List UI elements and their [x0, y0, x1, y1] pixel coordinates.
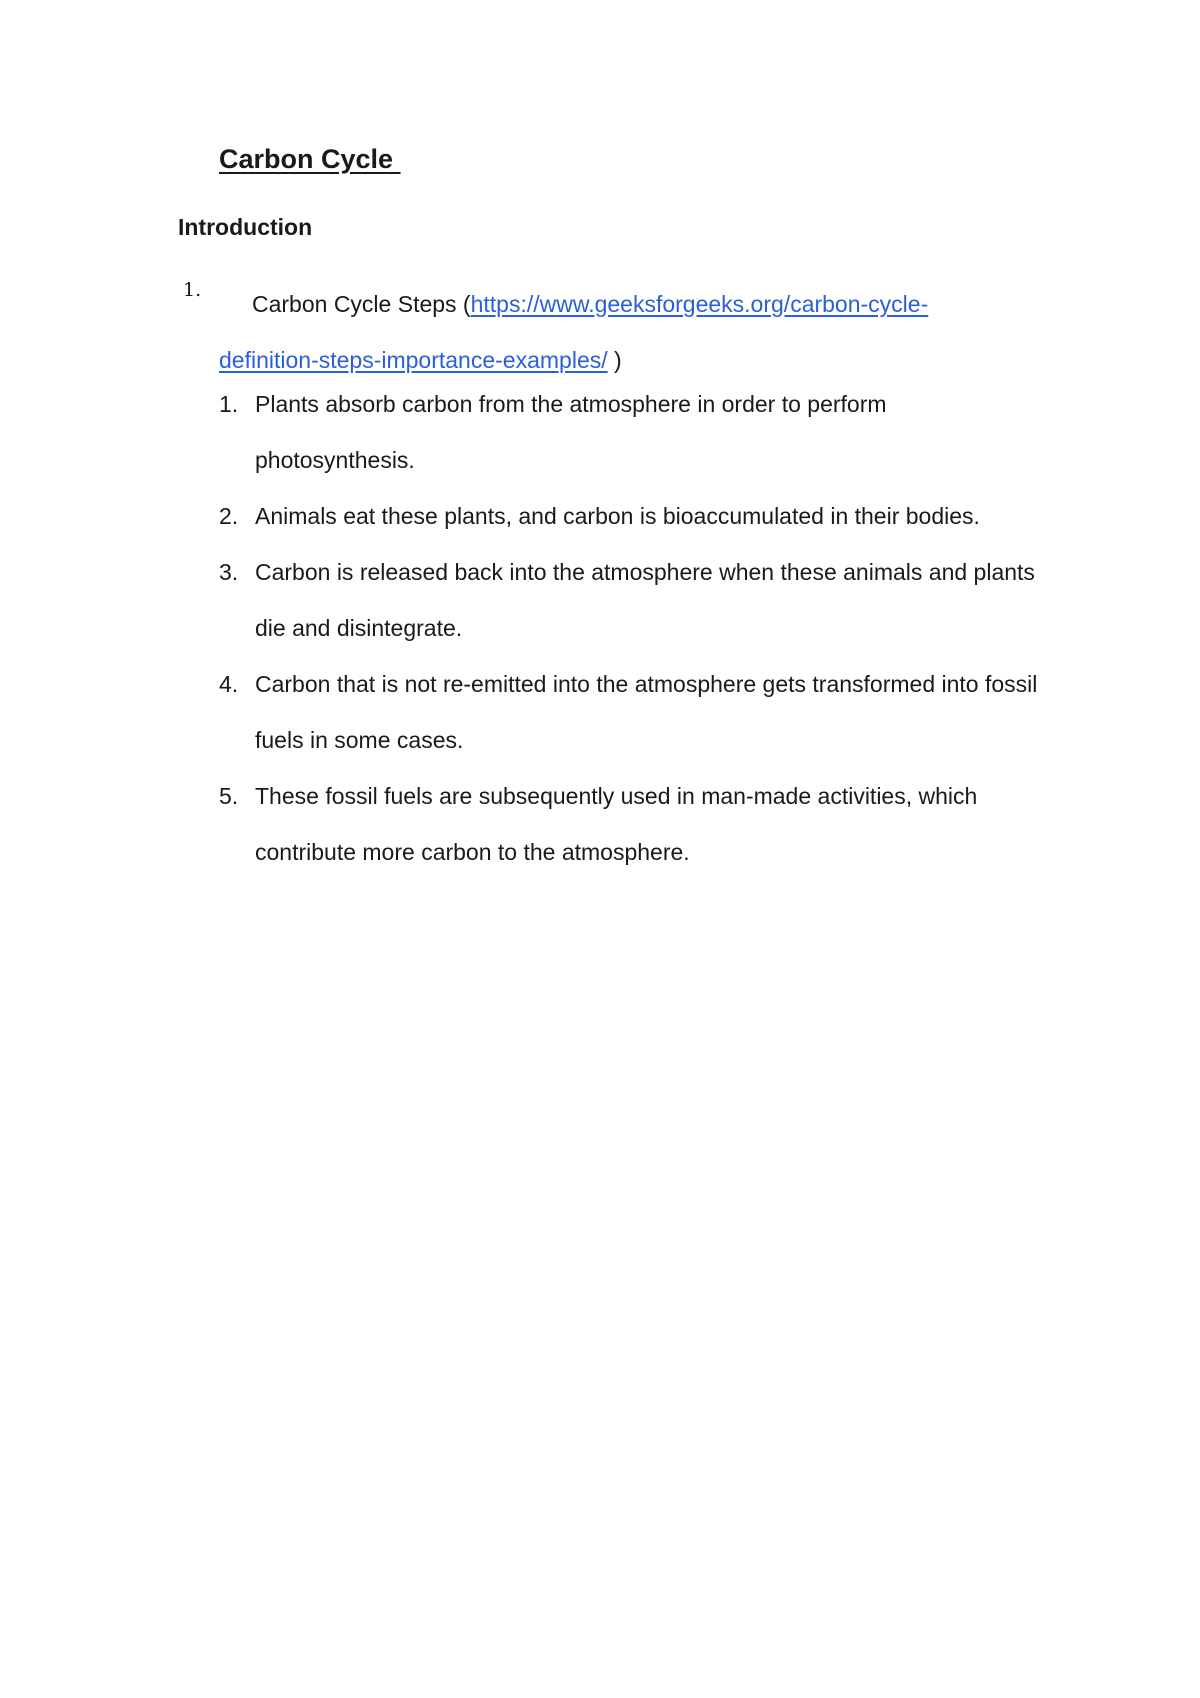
step-number: 2. — [219, 503, 239, 529]
step-text: Plants absorb carbon from the atmosphere in order to perform photosynthesis. — [255, 391, 887, 473]
main-item-label: Carbon Cycle Steps ( — [252, 291, 471, 317]
step-text: Animals eat these plants, and carbon is bioaccumulated in their bodies. — [255, 503, 980, 529]
source-link-part-2[interactable]: definition-steps-importance-examples/ — [219, 347, 608, 373]
step-item — [219, 544, 1049, 656]
step-text: Carbon that is not re-emitted into the atmosphere gets transformed into fossil fuels in some cases. — [255, 671, 1038, 753]
main-item-text — [219, 276, 1012, 388]
source-link-part-1[interactable]: https://www.geeksforgeeks.org/carbon-cycle- — [470, 291, 929, 317]
step-item — [219, 488, 1049, 544]
carbon-cycle-steps-list — [219, 376, 1049, 880]
step-number: 5. — [219, 783, 239, 809]
main-item-closing: ) — [607, 347, 622, 373]
step-number: 4. — [219, 671, 239, 697]
step-number: 1. — [219, 391, 239, 417]
main-item-number: 1. — [183, 279, 202, 301]
step-item — [219, 768, 1049, 880]
step-text: Carbon is released back into the atmosphere when these animals and plants die and disintegrate. — [255, 559, 1035, 641]
step-item — [219, 376, 1049, 488]
document-title: Carbon Cycle — [219, 144, 401, 174]
step-item — [219, 656, 1049, 768]
section-heading-introduction: Introduction — [178, 214, 313, 240]
step-number: 3. — [219, 559, 239, 585]
step-text: These fossil fuels are subsequently used in man-made activities, which contribute more carbon to the atmosphere. — [255, 783, 978, 865]
main-item-line-2 — [219, 347, 622, 373]
